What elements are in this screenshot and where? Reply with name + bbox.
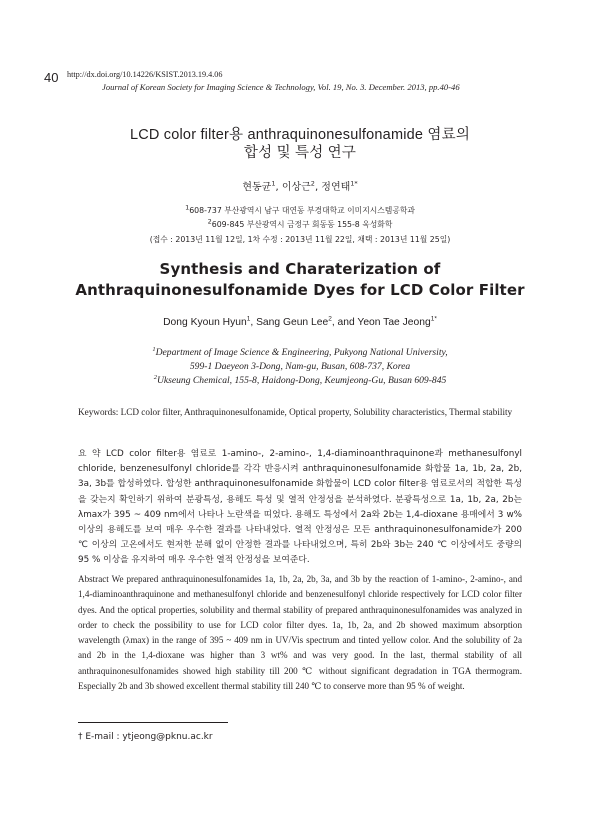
dagger-mark: † <box>78 732 83 742</box>
doi-link[interactable]: http://dx.doi.org/10.14226/KSIST.2013.19.4.06 <box>67 70 223 79</box>
author-2: Sang Geun Lee <box>256 317 329 328</box>
submission-dates: (접수 : 2013년 11월 12일, 1차 수정 : 2013년 11월 22일, 채택 : 2013년 11월 25일) <box>149 235 451 244</box>
author-3: 정연태 <box>321 182 351 193</box>
english-title-line1: Synthesis and Charaterization of <box>159 260 441 278</box>
english-authors <box>0 317 600 328</box>
english-affiliation-1-address: 599-1 Daeyeon 3-Dong, Nam-gu, Busan, 608-737, Korea <box>189 361 411 372</box>
affil-text: Ukseung Chemical, 155-8, Haidong-Dong, Keumjeong-Gu, Busan 609-845 <box>156 375 447 386</box>
korean-affiliation-1 <box>0 205 600 216</box>
author-2-affil: 2 <box>328 315 332 323</box>
author-2: 이상근 <box>281 182 311 193</box>
korean-authors <box>0 178 600 193</box>
korean-abstract: 요 약 LCD color filter용 염료로 1-amino-, 2-amino-, 1,4-diaminoanthraquinone과 methanesulfonyl chloride, benzenesulfonyl chloride를 각각 반응시켜 anthraquinonesulfonamide 화합물 1a, 1b, 2a, 2b, 3a, 3b를 합성하였다. 합성한 anthraquinonesulfonamide 화합물이 LCD color filter용 염료로서의 적합한 특성을 갖는지 확인하기 위하여 분광특성, 용해도 특성 및 열적 안정성을 분석하였다. 분광특성으로 1a, 1b, 2a, 2b는 λmax가 395 ~ 409 nm에서 나타나 노란색을 띠었다. 용해도 특성에서 2a와 2b는 1,4-dioxane 용매에서 3 w% 이상의 용해도를 보여 매우 우수한 결과를 나타내었다. 열적 안정성은 모든 anthraquinonesulfonamide가 200 ℃ 이상의 고온에서도 현저한 분해 없이 안정한 결과를 나타내었으며, 특히 2b와 3b는 240 ℃ 이상에서도 중량의 95 % 이상을 유지하여 매우 우수한 열적 안정성을 보여준다. <box>78 449 522 566</box>
footnote-divider <box>78 722 228 723</box>
english-affiliation-1 <box>0 347 600 358</box>
affil-text: 609-845 부산광역시 금정구 회동동 155-8 욱성화학 <box>211 220 393 229</box>
korean-title-line2: 합성 및 특성 연구 <box>243 145 357 161</box>
email-address[interactable]: ytjeong@pknu.ac.kr <box>122 732 213 742</box>
affil-mark: 2 <box>153 373 157 381</box>
page-number: 40 <box>44 70 59 85</box>
author-1-affil: 1 <box>271 179 276 188</box>
author-1: Dong Kyoun Hyun <box>163 317 247 328</box>
author-1-affil: 1 <box>246 315 251 323</box>
author-sep: , <box>314 182 322 193</box>
author-sep: , and <box>331 317 358 328</box>
email-label: E-mail : <box>82 732 123 742</box>
author-1: 현동균 <box>242 182 272 193</box>
korean-affiliation-2 <box>0 219 600 230</box>
affil-mark: 1 <box>185 203 190 212</box>
keywords: Keywords: LCD color filter, Anthraquinonesulfonamide, Optical property, Solubility characteristics, Thermal stability <box>78 407 513 417</box>
corresponding-author-email <box>78 732 213 742</box>
journal-citation: Journal of Korean Society for Imaging Science & Technology, Vol. 19, No. 3. December. 2013, pp.40-46 <box>102 82 460 92</box>
english-title-line2: Anthraquinonesulfonamide Dyes for LCD Color Filter <box>75 281 525 299</box>
english-affiliation-2 <box>0 375 600 386</box>
affil-text: Department of Image Science & Engineering, Pukyong National University, <box>155 347 448 358</box>
author-sep: , <box>250 317 257 328</box>
author-3-affil: 1* <box>430 315 437 323</box>
english-abstract: Abstract We prepared anthraquinonesulfonamides 1a, 1b, 2a, 2b, 3a, and 3b by the reaction of 1-amino-, 2-amino-, and 1,4-diaminoanthraquinone and methanesulfonyl chloride and benzenesulfonyl chloride respectively for LCD color filter dyes. And the optical properties, solubility and thermal stability of prepared anthraquinonesulfonamides was analyzed in order to check the possibility to use for LCD color filter dyes. 1a, 1b, 2a, and 2b showed maximum absorption wavelength (λmax) in the range of 395 ~ 409 nm in UV/Vis spectrum and tinted yellow color. And the solubility of 2a and 2b in the 1,4-dioxane was higher than 3 wt% and was very good. In the last, thermal stability of all anthraquinonesulfonamides showed high stability till 200 ℃ without significant degradation in TGA thermogram. Especially 2b and 3b showed excellent thermal stability till 240 ℃ to conserve more than 95 % of weight. <box>78 574 522 692</box>
affil-text: 608-737 부산광역시 남구 대연동 부경대학교 이미지시스템공학과 <box>189 206 415 215</box>
author-sep: , <box>275 182 282 193</box>
korean-title-line1: LCD color filter용 anthraquinonesulfonamide 염료의 <box>129 127 471 143</box>
author-3: Yeon Tae Jeong <box>357 317 431 328</box>
author-2-affil: 2 <box>310 179 315 188</box>
author-3-affil: 1* <box>350 179 358 188</box>
affil-mark: 2 <box>207 217 212 226</box>
affil-mark: 1 <box>152 345 156 353</box>
